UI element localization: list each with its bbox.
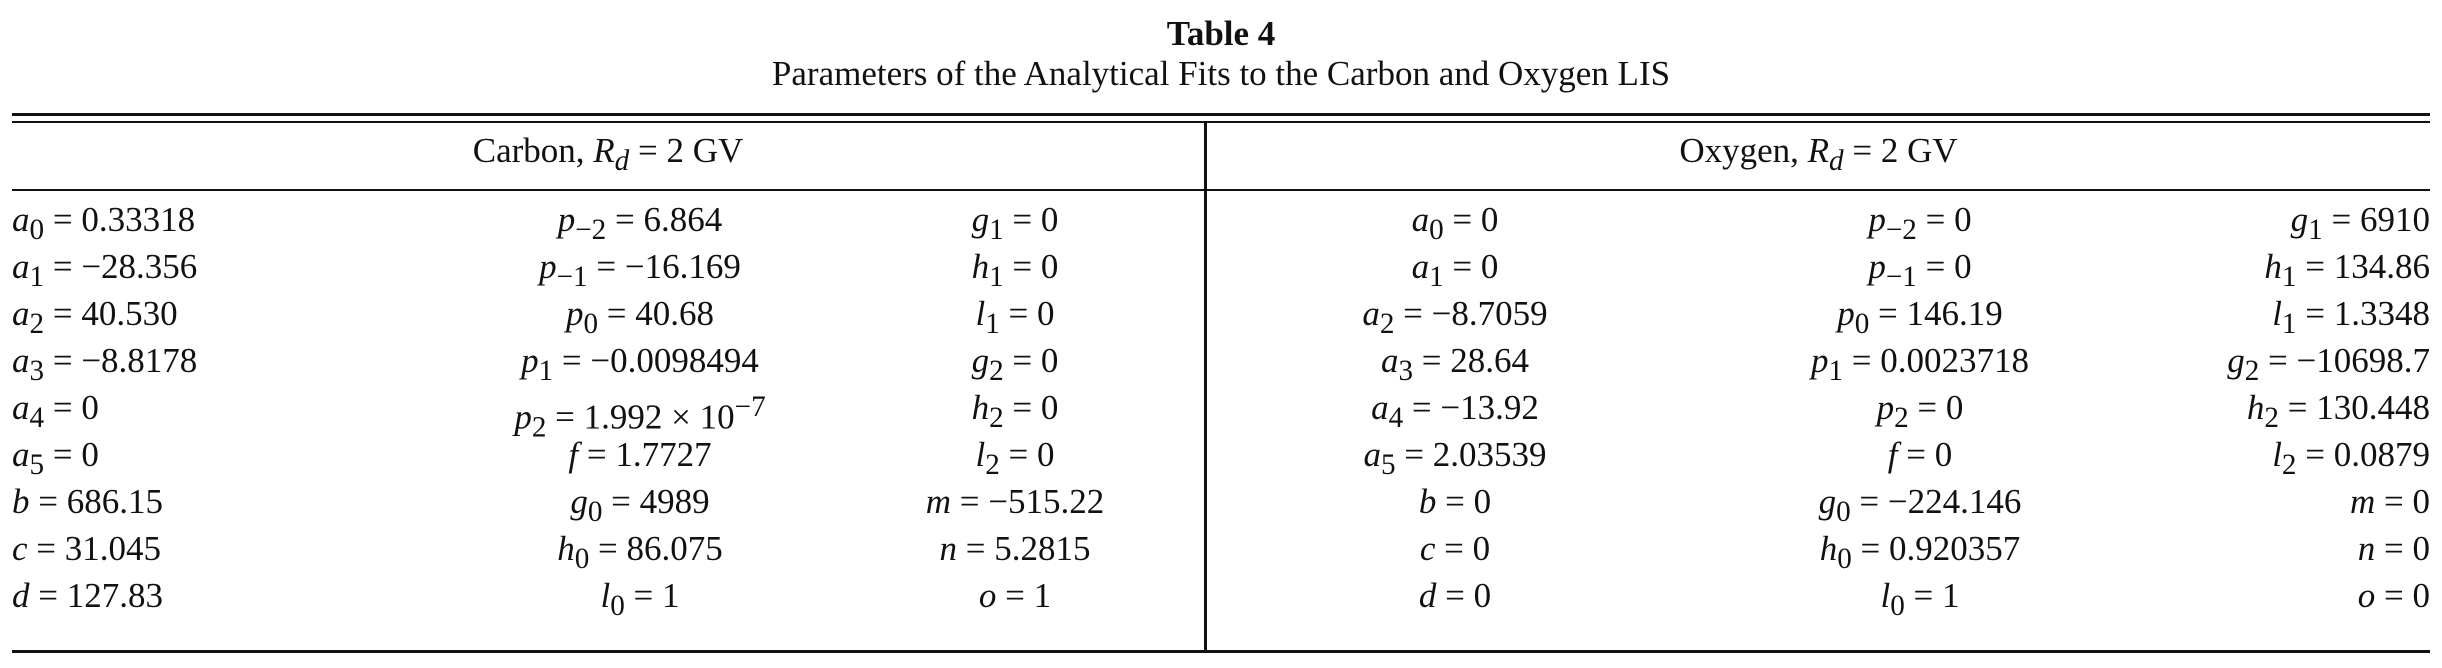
param-subscript: 0 (610, 590, 625, 622)
param-value: = 1 (1005, 576, 1052, 615)
param-subscript: 1 (2308, 214, 2323, 246)
param-value: = 686.15 (38, 482, 163, 521)
param-value: = 0 (1925, 200, 1972, 239)
param-subscript: 1 (2281, 308, 2297, 340)
table-cell (1290, 337, 1620, 387)
param-subscript: 1 (29, 261, 45, 293)
table-title: Parameters of the Analytical Fits to the Carbon and Oxygen LIS (771, 54, 1671, 93)
table-cell (850, 243, 1180, 293)
param-symbol: o (978, 576, 997, 615)
param-value: = 0 (1008, 294, 1055, 333)
param-value: = 40.530 (52, 294, 178, 333)
param-symbol: h (557, 529, 575, 568)
table-cell (12, 478, 342, 525)
table-cell (2120, 478, 2430, 525)
param-value: = 1.3348 (2305, 294, 2430, 333)
param-value: = 31.045 (36, 529, 162, 568)
column-carbon-3 (850, 196, 1180, 619)
table-cell (2120, 525, 2430, 572)
param-subscript: 5 (1380, 449, 1396, 481)
param-symbol: d (1418, 576, 1437, 615)
table-cell (850, 431, 1180, 481)
param-value: = 0 (52, 388, 99, 427)
param-subscript: 2 (1894, 402, 1909, 434)
param-value: = 0.0023718 (1851, 341, 2030, 380)
param-value: = 2.03539 (1404, 435, 1547, 474)
param-symbol: g (1818, 482, 1837, 521)
param-symbol: h (2264, 247, 2282, 286)
param-symbol: f (1887, 435, 1898, 474)
param-symbol: a (12, 294, 30, 333)
param-symbol: f (568, 435, 579, 474)
table-cell (1290, 243, 1620, 293)
param-value: = 0 (1012, 247, 1059, 286)
table-cell (390, 572, 890, 622)
param-value: = −224.146 (1859, 482, 2022, 521)
table-cell (2120, 290, 2430, 340)
param-subscript: 2 (1379, 308, 1395, 340)
param-value: = 5.2815 (965, 529, 1091, 568)
table-cell (850, 572, 1180, 619)
param-subscript: 2 (531, 411, 547, 444)
param-subscript: 2 (985, 449, 1000, 481)
param-subscript: 0 (1837, 543, 1852, 575)
param-symbol: p (1868, 247, 1886, 286)
header-rule (12, 189, 2430, 191)
param-symbol: a (12, 388, 30, 427)
table-cell (1290, 196, 1620, 246)
param-subscript: −2 (575, 214, 607, 246)
param-subscript: 0 (1836, 496, 1851, 528)
param-symbol: a (12, 341, 30, 380)
param-value: = −10698.7 (2268, 341, 2430, 380)
group-header-carbon (12, 131, 1204, 178)
param-subscript: 2 (2281, 449, 2297, 481)
table-cell (2120, 572, 2430, 619)
table-cell (2120, 431, 2430, 481)
param-value: = −515.22 (959, 482, 1105, 521)
param-symbol: l (2272, 294, 2282, 333)
group-header-oxygen (1207, 131, 2430, 178)
param-value: = 0 (2384, 482, 2430, 521)
param-value: = 6.864 (615, 200, 723, 239)
param-value: = 0 (1452, 200, 1499, 239)
param-value: = 134.86 (2305, 247, 2430, 286)
param-symbol: d (12, 576, 30, 615)
group-symbol-sub: d (1829, 145, 1844, 177)
param-symbol: a (12, 435, 30, 474)
param-subscript: 3 (1398, 355, 1414, 387)
param-symbol: p (521, 341, 539, 380)
group-name: Carbon, (472, 131, 585, 170)
param-symbol: h (2246, 388, 2265, 427)
param-subscript: 2 (989, 355, 1004, 387)
param-subscript: 2 (2244, 355, 2260, 387)
table-cell (1680, 337, 2160, 387)
table-cell (850, 196, 1180, 246)
param-subscript: 1 (989, 214, 1004, 246)
param-value: = 40.68 (606, 294, 715, 333)
param-value: = 0 (1445, 482, 1492, 521)
param-symbol: l (600, 576, 611, 615)
param-symbol: a (1380, 341, 1399, 380)
param-value: = 0.920357 (1860, 529, 2021, 568)
param-symbol: p (1876, 388, 1895, 427)
param-symbol: p (565, 294, 584, 333)
table-label: Table 4 (1166, 14, 1276, 53)
param-value: = 1.992 × 10 (555, 397, 735, 437)
param-subscript: 1 (985, 308, 1000, 340)
param-symbol: a (1362, 294, 1380, 333)
param-subscript: −1 (1885, 261, 1917, 293)
param-subscript: 2 (989, 402, 1004, 434)
table-cell (850, 384, 1180, 434)
param-symbol: n (2357, 529, 2376, 568)
param-symbol: n (939, 529, 957, 568)
param-subscript: 0 (574, 543, 590, 575)
param-symbol: p (1810, 341, 1829, 380)
param-subscript: −1 (556, 261, 588, 293)
param-symbol: h (1819, 529, 1838, 568)
param-symbol: h (971, 388, 990, 427)
param-symbol: m (925, 482, 952, 521)
param-symbol: b (12, 482, 30, 521)
param-value: = 0 (52, 435, 99, 474)
table-cell (12, 243, 342, 293)
table-cell (2120, 337, 2430, 387)
param-subscript: 2 (2264, 402, 2279, 434)
param-symbol: p (1868, 200, 1886, 239)
table-cell (2120, 384, 2430, 434)
param-value: = −13.92 (1411, 388, 1539, 427)
column-oxygen-1 (1290, 196, 1620, 619)
param-subscript: 1 (989, 261, 1004, 293)
table-cell (12, 431, 342, 481)
table-cell (1290, 431, 1620, 481)
param-value: = 4989 (611, 482, 710, 521)
param-symbol: c (1419, 529, 1436, 568)
param-value: = 1 (633, 576, 680, 615)
param-value: = 0 (2384, 529, 2430, 568)
table-cell (1680, 478, 2160, 528)
param-value: = 0 (1917, 388, 1964, 427)
table-cell (390, 384, 890, 444)
table-cell (390, 478, 890, 528)
param-symbol: l (1880, 576, 1891, 615)
table-cell (12, 337, 342, 387)
param-symbol: p (539, 247, 557, 286)
param-subscript: 1 (1828, 355, 1844, 387)
table-cell (1290, 290, 1620, 340)
param-symbol: g (971, 200, 990, 239)
table-cell (1680, 525, 2160, 575)
param-subscript: 3 (29, 355, 45, 387)
param-value: = 0 (1452, 247, 1499, 286)
column-divider (1204, 122, 1207, 652)
param-symbol: l (975, 435, 986, 474)
param-symbol: m (2349, 482, 2376, 521)
column-oxygen-3 (2120, 196, 2430, 619)
group-name: Oxygen, (1679, 131, 1799, 170)
param-subscript: 1 (538, 355, 554, 387)
param-subscript: 0 (1429, 214, 1444, 246)
param-subscript: 5 (29, 449, 45, 481)
group-symbol-sub: d (614, 145, 630, 177)
table-cell (12, 196, 342, 246)
param-subscript: 0 (583, 308, 599, 340)
param-value: = −28.356 (52, 247, 198, 286)
param-value: = −16.169 (596, 247, 741, 286)
param-value: = 0 (2384, 576, 2430, 615)
param-subscript: 2 (29, 308, 45, 340)
param-symbol: a (1411, 247, 1430, 286)
group-symbol: R (593, 131, 615, 170)
column-carbon-2 (390, 196, 890, 622)
param-value: = 0 (1012, 388, 1059, 427)
param-symbol: p (514, 397, 532, 437)
table-cell (1680, 572, 2160, 622)
bottom-rule (12, 650, 2430, 653)
param-exponent: −7 (734, 391, 766, 423)
param-symbol: c (12, 529, 28, 568)
param-symbol: b (1418, 482, 1437, 521)
top-rule-double (12, 121, 2430, 123)
param-subscript: 4 (1388, 402, 1404, 434)
param-symbol: p (1837, 294, 1855, 333)
param-symbol: g (2290, 200, 2309, 239)
param-value: = 146.19 (1878, 294, 2003, 333)
param-subscript: 0 (29, 214, 45, 246)
table-cell (1680, 290, 2160, 340)
param-value: = 0.33318 (52, 200, 196, 239)
table-cell (850, 290, 1180, 340)
table-cell (1680, 431, 2160, 478)
group-eq: = 2 GV (637, 131, 744, 170)
column-carbon-1 (12, 196, 342, 619)
param-value: = 0.0879 (2305, 435, 2430, 474)
param-value: = 0 (1012, 200, 1059, 239)
table-cell (390, 337, 890, 387)
table-cell (1680, 384, 2160, 434)
table-cell (12, 525, 342, 572)
table-cell (1290, 478, 1620, 525)
table-cell (1290, 384, 1620, 434)
param-symbol: g (971, 341, 990, 380)
param-value: = 0 (1445, 576, 1492, 615)
top-rule (12, 113, 2430, 116)
param-value: = −0.0098494 (561, 341, 759, 380)
param-symbol: l (975, 294, 986, 333)
param-value: = 0 (1925, 247, 1972, 286)
param-value: = 0 (1008, 435, 1055, 474)
table-cell (1680, 243, 2160, 293)
param-symbol: g (2227, 341, 2245, 380)
table-cell (2120, 243, 2430, 293)
column-oxygen-2 (1680, 196, 2160, 622)
table-cell (390, 290, 890, 340)
param-value: = 0 (1444, 529, 1491, 568)
param-symbol: a (1363, 435, 1381, 474)
param-value: = 130.448 (2287, 388, 2430, 427)
param-value: = −8.8178 (52, 341, 198, 380)
param-subscript: 4 (29, 402, 45, 434)
param-value: = 1.7727 (586, 435, 712, 474)
param-symbol: a (1371, 388, 1389, 427)
param-symbol: g (570, 482, 588, 521)
param-subscript: 1 (1429, 261, 1444, 293)
table-cell (390, 431, 890, 478)
param-symbol: l (2272, 435, 2282, 474)
table-cell (850, 525, 1180, 572)
table-cell (12, 290, 342, 340)
param-symbol: a (1411, 200, 1430, 239)
param-symbol: a (12, 247, 30, 286)
table-cell (1290, 525, 1620, 572)
param-value: = 0 (1012, 341, 1059, 380)
table-cell (390, 525, 890, 575)
param-subscript: 0 (1890, 590, 1905, 622)
table-cell (2120, 196, 2430, 246)
table-cell (390, 196, 890, 246)
group-eq: = 2 GV (1852, 131, 1958, 170)
table-cell (390, 243, 890, 293)
table-cell (1680, 196, 2160, 246)
param-subscript: 0 (587, 496, 603, 528)
param-value: = 127.83 (38, 576, 163, 615)
param-subscript: 0 (1854, 308, 1870, 340)
param-value: = −8.7059 (1403, 294, 1548, 333)
param-value: = 0 (1906, 435, 1953, 474)
param-symbol: a (12, 200, 30, 239)
param-symbol: p (557, 200, 576, 239)
group-symbol: R (1807, 131, 1830, 170)
param-value: = 86.075 (598, 529, 723, 568)
param-value: = 1 (1913, 576, 1960, 615)
table-cell (1290, 572, 1620, 619)
param-value: = 6910 (2331, 200, 2430, 239)
table-cell (850, 337, 1180, 387)
table-cell (12, 572, 342, 619)
param-symbol: o (2357, 576, 2376, 615)
param-symbol: h (971, 247, 990, 286)
table-cell (850, 478, 1180, 525)
param-subscript: 1 (2281, 261, 2297, 293)
param-subscript: −2 (1885, 214, 1917, 246)
table-cell (12, 384, 342, 434)
param-value: = 28.64 (1421, 341, 1530, 380)
